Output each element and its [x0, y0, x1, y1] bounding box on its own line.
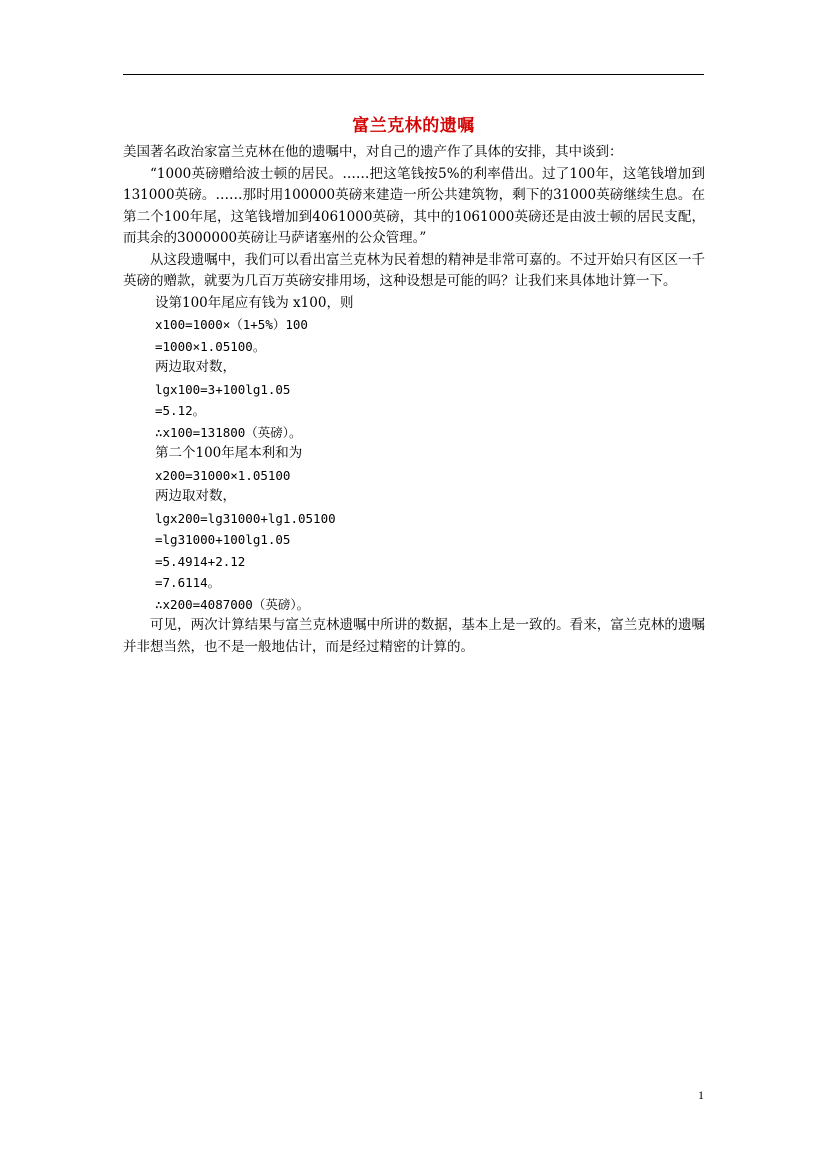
conclusion-paragraph: 可见，两次计算结果与富兰克林遗嘱中所讲的数据，基本上是一致的。看来，富兰克林的遗嘱并非想当然，也不是一般地估计，而是经过精密的计算的。 [123, 617, 705, 655]
intro-paragraph: 美国著名政治家富兰克林在他的遗嘱中，对自己的遗产作了具体的安排，其中谈到： [123, 144, 623, 160]
calc-line: ∴x200=4087000（英磅）。 [155, 596, 310, 612]
calc-line: x200=31000×1.05100 [155, 467, 291, 483]
calc-line: ∴x100=131800（英磅）。 [155, 424, 302, 440]
calc-line: =7.6114。 [155, 575, 221, 590]
calc-line: 第二个100年尾本利和为 [155, 445, 303, 461]
calc-line: =lg31000+100lg1.05 [155, 532, 291, 547]
calc-line: x100=1000×（1+5%）100 [155, 317, 308, 332]
calc-line: lgx100=3+100lg1.05 [155, 381, 291, 397]
calc-line: =1000×1.05100。 [155, 338, 266, 354]
quote-paragraph: “1000英磅赠给波士顿的居民。……把这笔钱按5%的利率借出。过了100年，这笔钱增加到131000英磅。……那时用100000英磅来建造一所公共建筑物，剩下的31000英磅继续生息。在第二个100年尾，这笔钱增加到4061000英磅，其中的1061000英磅还是由波士顿的居民支配，而其余的3000000英磅让马萨诸塞州的公众管理。” [123, 165, 705, 246]
document-body [123, 142, 705, 658]
calc-line: lgx200=lg31000+lg1.05100 [155, 510, 336, 526]
calc-line: 两边取对数， [155, 488, 236, 504]
document-title: 富兰克林的遗嘱 [352, 116, 475, 136]
calc-line: 设第100年尾应有钱为 x100，则 [155, 294, 354, 311]
calc-line: 两边取对数， [155, 359, 236, 375]
header-rule [123, 74, 704, 75]
page-number: 1 [698, 1088, 704, 1102]
calc-line: =5.12。 [155, 403, 206, 418]
analysis-paragraph: 从这段遗嘱中，我们可以看出富兰克林为民着想的精神是非常可嘉的。不过开始只有区区一千英磅的赠款，就要为几百万英磅安排用场，这种设想是可能的吗？让我们来具体地计算一下。 [123, 251, 705, 289]
calc-line: =5.4914+2.12 [155, 553, 246, 569]
